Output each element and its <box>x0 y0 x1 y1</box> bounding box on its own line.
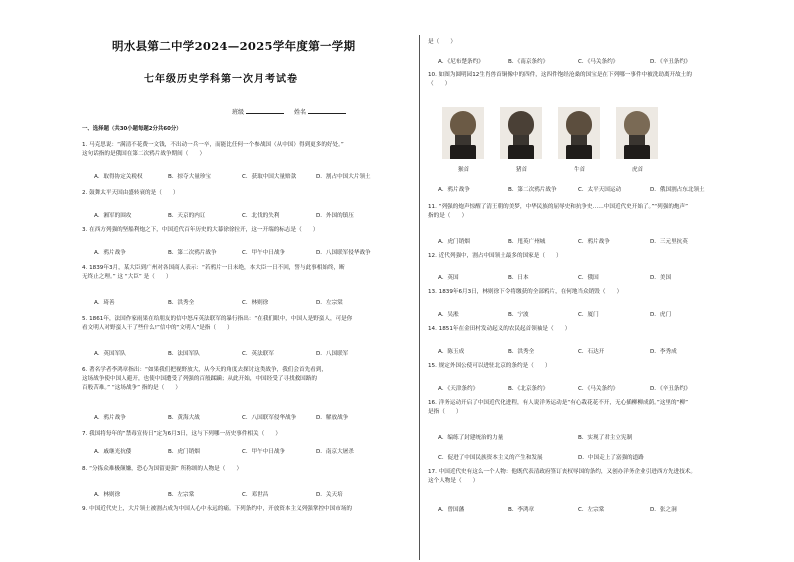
answer-option[interactable]: C．左宗棠 <box>578 507 605 513</box>
question-stem <box>82 264 410 282</box>
answer-option[interactable]: D．左宗棠 <box>316 300 343 306</box>
answer-option[interactable]: B．甩英广州城 <box>508 239 546 245</box>
answer-option[interactable]: D．俄国割占东北领土 <box>650 187 705 193</box>
question-line: 1. 马克思说：“满清不花费一文钱，不出动一兵一卒，而能比任何一个参战国（从中国）得到更多的好处。” <box>82 142 344 148</box>
answer-option[interactable]: A．《天津条约》 <box>438 386 479 392</box>
answer-option[interactable]: C．《马关条约》 <box>578 59 619 65</box>
answer-option[interactable]: B．《南京条约》 <box>508 59 549 65</box>
question-stem <box>428 362 728 371</box>
student-info <box>232 107 354 116</box>
answer-option[interactable]: D．中国走上了富强的道路 <box>578 455 644 461</box>
answer-option[interactable]: D．南京大屠杀 <box>316 449 354 455</box>
question-line: 这场战争使中国人避开，也使中国遭受了列强的百般蹂躏；从此开始，中国经受了寻找救国路的 <box>82 376 317 382</box>
answer-option[interactable]: D．关天培 <box>316 492 343 498</box>
display-base <box>624 145 650 159</box>
class-label: 班级 <box>232 109 245 116</box>
question-stem <box>428 288 728 297</box>
answer-option[interactable]: B．洪秀全 <box>168 300 195 306</box>
zodiac-caption: 猪首 <box>516 167 528 173</box>
question-stem <box>82 189 410 198</box>
answer-option[interactable]: D．八国联军 <box>316 351 349 357</box>
bronze-head-icon <box>624 111 650 137</box>
question-line: 9. 中国近代史上，大片领土被割占成为中国人心中永远的痛。下列条约中，开放资本主义列强掌控中国市场的 <box>82 506 353 512</box>
question-line: 2. 鼓舞太平天国由盛转衰的是（ ） <box>82 190 179 196</box>
section-heading: 一、选择题（共30小题每题2分共60分） <box>82 126 182 132</box>
question-line: 11. “列强的炮声惊醒了清王朝的美梦，中华民族的屈辱史和抗争史……中国近代史开始了。”“列强的炮声” <box>428 204 688 210</box>
answer-option[interactable]: C．甲午中日战争 <box>242 250 286 256</box>
question-line: 15. 规定外国公使可以进驻北京的条约是（ ） <box>428 363 551 369</box>
question-line: 7. 我国将每年的“禁毒宣传日”定为6月3日，这与下列哪一历史事件相关（ ） <box>82 431 282 437</box>
display-base <box>566 145 592 159</box>
question-line: （ ） <box>428 81 451 87</box>
question-line: 是指（ ） <box>428 409 462 415</box>
question-stem <box>82 430 410 439</box>
answer-option[interactable]: B．掠夺大量珍宝 <box>168 174 211 180</box>
question-line: 13. 1839年6月3日，林则徐下令将缴获的全部鸦片，在何地当众销毁（ ） <box>428 289 623 295</box>
answer-option[interactable]: C．促进了中国民族资本主义的产生和发展 <box>438 455 543 461</box>
question-line: 12. 近代列强中，割占中国领土最多的国家是（ ） <box>428 253 562 259</box>
question-stem <box>428 252 728 261</box>
answer-option[interactable]: A．鸦片战争 <box>94 415 126 421</box>
question-line: 5. 1861年，法国作家雨果在给朋友的信中怒斥英法联军的暴行指出：“在我们眼中，中国人是野蛮人，可是你 <box>82 316 353 322</box>
exam-title: 明水县第二中学2024—2025学年度第一学期 <box>112 39 356 53</box>
bronze-neck <box>513 135 529 145</box>
answer-option[interactable]: B．第二次鸦片战争 <box>508 187 557 193</box>
question-stem <box>428 203 728 221</box>
zodiac-head-image <box>616 107 658 159</box>
zodiac-caption: 牛首 <box>574 167 586 173</box>
answer-option[interactable]: C．英法联军 <box>242 351 274 357</box>
display-base <box>508 145 534 159</box>
answer-option[interactable]: B．日本 <box>508 275 529 281</box>
question-stem <box>428 468 728 486</box>
answer-option[interactable]: A．鸦片战争 <box>438 187 470 193</box>
bronze-head-icon <box>566 111 592 137</box>
answer-option[interactable]: D．解放战争 <box>316 415 349 421</box>
answer-option[interactable]: D．美国 <box>650 275 672 281</box>
answer-option[interactable]: C．八国联军侵华战争 <box>242 415 297 421</box>
question-stem <box>82 505 410 514</box>
answer-option[interactable]: B．宁波 <box>508 312 529 318</box>
answer-option[interactable]: A．编练了封建统治的力量 <box>438 435 504 441</box>
question-stem <box>428 399 728 417</box>
answer-option[interactable]: C．甲午中日战争 <box>242 449 286 455</box>
answer-option[interactable]: A．英国军队 <box>94 351 126 357</box>
question-line: 这个人物是（ ） <box>428 478 479 484</box>
zodiac-caption: 猴首 <box>458 167 470 173</box>
answer-option[interactable]: B．法国军队 <box>168 351 200 357</box>
answer-option[interactable]: A．英国 <box>438 275 459 281</box>
question-stem <box>82 366 410 393</box>
answer-option[interactable]: D．三元里抗英 <box>650 239 688 245</box>
answer-option[interactable]: C．太平天国运动 <box>578 187 622 193</box>
answer-option[interactable]: C．石达开 <box>578 349 605 355</box>
answer-option[interactable]: C．北伐的失利 <box>242 213 280 219</box>
question-line: 是（ ） <box>428 39 456 45</box>
name-label: 姓名 <box>293 109 306 116</box>
answer-option[interactable]: C．俄国 <box>578 275 599 281</box>
question-line: 看文明人对野蛮人干了些什么!”信中的“文明人”是指（ ） <box>82 325 233 331</box>
question-line: 4. 1839年3月，某大臣到广州对各国商人表示：“若鸦片一日未绝，本大臣一日不回，誓与此事相始终，断 <box>82 265 345 271</box>
bronze-neck <box>455 135 471 145</box>
question-line: 百般苦难。” “这场战争” 指的是（ ） <box>82 385 181 391</box>
answer-option[interactable]: B．《北京条约》 <box>508 386 549 392</box>
answer-option[interactable]: B．左宗棠 <box>168 492 195 498</box>
question-stem <box>428 325 728 334</box>
answer-option[interactable]: D．外国的镇压 <box>316 213 354 219</box>
zodiac-head-image <box>442 107 484 159</box>
answer-option[interactable]: C．鸦片战争 <box>578 239 610 245</box>
answer-option[interactable]: D．割占中国大片领土 <box>316 174 371 180</box>
bronze-head-icon <box>508 111 534 137</box>
zodiac-head-image <box>558 107 600 159</box>
answer-option[interactable]: C．获取中国大量赔款 <box>242 174 297 180</box>
question-line: 指的是（ ） <box>428 213 468 219</box>
question-stem <box>82 315 410 333</box>
answer-option[interactable]: B．洪秀全 <box>508 349 535 355</box>
answer-option[interactable]: B．第二次鸦片战争 <box>168 250 217 256</box>
column-divider <box>419 35 420 560</box>
question-line: 17. 中国近代史有这么一个人物：他既代表清政府签订丧权辱国的条约，又创办洋务企业引进西方先进技术。 <box>428 469 696 475</box>
answer-option[interactable]: C．《马关条约》 <box>578 386 619 392</box>
answer-option[interactable]: A．陈玉成 <box>438 349 465 355</box>
question-line: 14. 1851年在金田村发动起义的农民起首领袖是（ ） <box>428 326 571 332</box>
name-blank[interactable] <box>308 113 346 114</box>
zodiac-caption: 虎首 <box>632 167 644 173</box>
question-line: 3. 在西方列强的坚船利炮之下，中国近代百年历史的大幕徐徐拉开，这一开端的标志是（ ） <box>82 227 319 233</box>
answer-option[interactable]: D．《辛丑条约》 <box>650 59 691 65</box>
answer-option[interactable]: A．虎门销烟 <box>438 239 470 245</box>
question-line: 6. 著名学者李鸿章指出：“如果我们把视野放大，从今天的角度去探讨这类战争，我们会首先看到， <box>82 367 327 373</box>
answer-option[interactable]: A．戚继光抗倭 <box>94 449 132 455</box>
question-line: 16. 洋务运动开启了中国近代化进程，有人说洋务运动是“有心栽花花不开，无心插柳柳成荫。”这里的“柳” <box>428 400 688 406</box>
question-stem <box>428 71 728 89</box>
bronze-neck <box>629 135 645 145</box>
answer-option[interactable]: C．林则徐 <box>242 300 269 306</box>
answer-option[interactable]: B．天京的内讧 <box>168 213 206 219</box>
display-base <box>450 145 476 159</box>
answer-option[interactable]: D．虎门 <box>650 312 672 318</box>
question-line: 无终止之理。” 这 “大臣” 是（ ） <box>82 274 172 280</box>
class-blank[interactable] <box>246 113 284 114</box>
answer-option[interactable]: A．曾国藩 <box>438 507 465 513</box>
question-line: 8. “分拣众难极颠嫌，恐心为国留更强” 所称颂的人物是（ ） <box>82 466 243 472</box>
question-line: 10. 如图为圆明园12生肖兽首铜像中的四件，这四件饱经沧桑的国宝是在下列哪一事件中被洗劫离开故土的 <box>428 72 692 78</box>
answer-option[interactable]: B．黄海大战 <box>168 415 200 421</box>
answer-option[interactable]: D．张之洞 <box>650 507 677 513</box>
bronze-neck <box>571 135 587 145</box>
answer-option[interactable]: A．吴淞 <box>438 312 459 318</box>
answer-option[interactable]: B．实现了君主立宪制 <box>578 435 633 441</box>
answer-option[interactable]: C．厦门 <box>578 312 599 318</box>
answer-option[interactable]: A．琦善 <box>94 300 115 306</box>
question-line: 这句话指的是俄国在第二次鸦片战争期间（ ） <box>82 151 206 157</box>
answer-option[interactable]: A．《尼布楚条约》 <box>438 59 484 65</box>
answer-option[interactable]: D．李秀成 <box>650 349 677 355</box>
answer-option[interactable]: A．林则徐 <box>94 492 121 498</box>
answer-option[interactable]: B．李鸿章 <box>508 507 535 513</box>
question-stem <box>428 38 728 47</box>
question-stem <box>82 141 410 159</box>
answer-option[interactable]: D．《辛丑条约》 <box>650 386 691 392</box>
answer-option[interactable]: D．八国联军侵华战争 <box>316 250 371 256</box>
question-stem <box>82 465 410 474</box>
answer-option[interactable]: B．虎门销烟 <box>168 449 200 455</box>
answer-option[interactable]: A．鸦片战争 <box>94 250 126 256</box>
zodiac-head-image <box>500 107 542 159</box>
answer-option[interactable]: C．邓世昌 <box>242 492 269 498</box>
bronze-head-icon <box>450 111 476 137</box>
question-stem <box>82 226 410 235</box>
exam-subtitle: 七年级历史学科第一次月考试卷 <box>144 74 298 85</box>
answer-option[interactable]: A．湘军的围攻 <box>94 213 132 219</box>
zodiac-images <box>442 107 672 159</box>
answer-option[interactable]: A．取得协定关税权 <box>94 174 143 180</box>
